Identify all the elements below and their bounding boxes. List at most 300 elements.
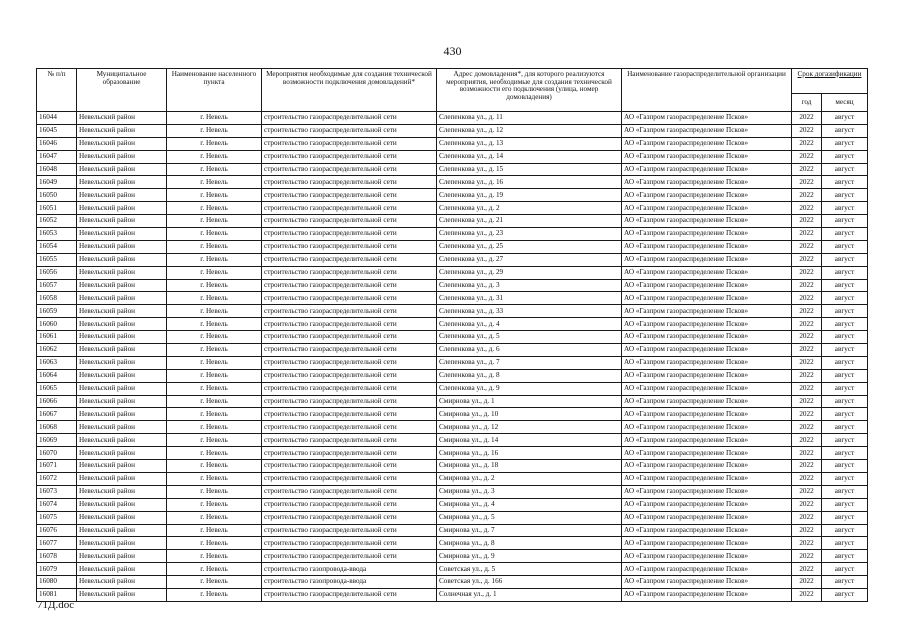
header-month: месяц	[822, 94, 868, 112]
cell-settlement: г. Невель	[167, 137, 262, 150]
table-row	[37, 279, 868, 292]
cell-month: август	[822, 395, 868, 408]
cell-measures: строительство газораспределительной сети	[262, 137, 437, 150]
cell-month: август	[822, 537, 868, 550]
cell-municipality: Невельский район	[77, 369, 167, 382]
cell-settlement: г. Невель	[167, 176, 262, 189]
cell-measures: строительство газораспределительной сети	[262, 511, 437, 524]
cell-municipality: Невельский район	[77, 279, 167, 292]
cell-organization: АО «Газпром газораспределение Псков»	[622, 485, 792, 498]
cell-address: Смирнова ул., д. 7	[437, 524, 622, 537]
cell-settlement: г. Невель	[167, 228, 262, 241]
cell-year: 2022	[792, 563, 822, 576]
cell-year: 2022	[792, 576, 822, 589]
cell-number: 16074	[37, 498, 77, 511]
cell-settlement: г. Невель	[167, 460, 262, 473]
cell-municipality: Невельский район	[77, 537, 167, 550]
cell-settlement: г. Невель	[167, 279, 262, 292]
cell-municipality: Невельский район	[77, 292, 167, 305]
cell-measures: строительство газораспределительной сети	[262, 537, 437, 550]
cell-address: Смирнова ул., д. 1	[437, 395, 622, 408]
cell-municipality: Невельский район	[77, 215, 167, 228]
header-deadline-label: Срок догазификации	[797, 70, 862, 78]
cell-measures: строительство газораспределительной сети	[262, 434, 437, 447]
cell-number: 16052	[37, 215, 77, 228]
cell-municipality: Невельский район	[77, 202, 167, 215]
table-row	[37, 588, 868, 601]
cell-municipality: Невельский район	[77, 266, 167, 279]
cell-number: 16053	[37, 228, 77, 241]
table-row	[37, 511, 868, 524]
cell-number: 16072	[37, 472, 77, 485]
cell-organization: АО «Газпром газораспределение Псков»	[622, 318, 792, 331]
table-row	[37, 331, 868, 344]
cell-month: август	[822, 485, 868, 498]
cell-municipality: Невельский район	[77, 240, 167, 253]
cell-year: 2022	[792, 318, 822, 331]
cell-month: август	[822, 292, 868, 305]
cell-month: август	[822, 447, 868, 460]
cell-settlement: г. Невель	[167, 331, 262, 344]
cell-number: 16047	[37, 150, 77, 163]
cell-organization: АО «Газпром газораспределение Псков»	[622, 215, 792, 228]
cell-municipality: Невельский район	[77, 576, 167, 589]
cell-measures: строительство газораспределительной сети	[262, 331, 437, 344]
table-row	[37, 292, 868, 305]
cell-municipality: Невельский район	[77, 318, 167, 331]
cell-settlement: г. Невель	[167, 202, 262, 215]
cell-year: 2022	[792, 189, 822, 202]
cell-address: Смирнова ул., д. 12	[437, 421, 622, 434]
cell-settlement: г. Невель	[167, 408, 262, 421]
cell-month: август	[822, 305, 868, 318]
cell-address: Слепенкова ул., д. 33	[437, 305, 622, 318]
cell-address: Советская ул., д. 5	[437, 563, 622, 576]
cell-number: 16049	[37, 176, 77, 189]
cell-year: 2022	[792, 550, 822, 563]
cell-municipality: Невельский район	[77, 228, 167, 241]
cell-organization: АО «Газпром газораспределение Псков»	[622, 176, 792, 189]
cell-organization: АО «Газпром газораспределение Псков»	[622, 240, 792, 253]
table-row	[37, 369, 868, 382]
cell-municipality: Невельский район	[77, 112, 167, 125]
header-municipality: Муниципальное образование	[77, 69, 167, 112]
cell-address: Смирнова ул., д. 4	[437, 498, 622, 511]
cell-address: Смирнова ул., д. 18	[437, 460, 622, 473]
cell-organization: АО «Газпром газораспределение Псков»	[622, 421, 792, 434]
cell-month: август	[822, 279, 868, 292]
table-row	[37, 563, 868, 576]
cell-number: 16058	[37, 292, 77, 305]
cell-month: август	[822, 176, 868, 189]
table-row	[37, 228, 868, 241]
cell-municipality: Невельский район	[77, 498, 167, 511]
cell-settlement: г. Невель	[167, 472, 262, 485]
table-row	[37, 124, 868, 137]
cell-month: август	[822, 150, 868, 163]
cell-organization: АО «Газпром газораспределение Псков»	[622, 344, 792, 357]
cell-settlement: г. Невель	[167, 356, 262, 369]
cell-settlement: г. Невель	[167, 150, 262, 163]
cell-measures: строительство газораспределительной сети	[262, 163, 437, 176]
table-row	[37, 472, 868, 485]
cell-month: август	[822, 331, 868, 344]
cell-address: Слепенкова ул., д. 4	[437, 318, 622, 331]
cell-number: 16055	[37, 253, 77, 266]
cell-year: 2022	[792, 485, 822, 498]
cell-month: август	[822, 124, 868, 137]
cell-measures: строительство газораспределительной сети	[262, 215, 437, 228]
cell-year: 2022	[792, 305, 822, 318]
cell-municipality: Невельский район	[77, 421, 167, 434]
cell-measures: строительство газораспределительной сети	[262, 447, 437, 460]
cell-year: 2022	[792, 163, 822, 176]
table-row	[37, 150, 868, 163]
table-body	[37, 112, 868, 602]
cell-month: август	[822, 202, 868, 215]
cell-month: август	[822, 318, 868, 331]
cell-measures: строительство газораспределительной сети	[262, 382, 437, 395]
cell-measures: строительство газораспределительной сети	[262, 485, 437, 498]
cell-municipality: Невельский район	[77, 150, 167, 163]
cell-year: 2022	[792, 331, 822, 344]
cell-number: 16045	[37, 124, 77, 137]
cell-address: Слепенкова ул., д. 12	[437, 124, 622, 137]
cell-municipality: Невельский район	[77, 305, 167, 318]
cell-measures: строительство газораспределительной сети	[262, 292, 437, 305]
cell-municipality: Невельский район	[77, 395, 167, 408]
table-row	[37, 421, 868, 434]
cell-month: август	[822, 588, 868, 601]
cell-month: август	[822, 266, 868, 279]
cell-organization: АО «Газпром газораспределение Псков»	[622, 408, 792, 421]
cell-year: 2022	[792, 215, 822, 228]
cell-number: 16081	[37, 588, 77, 601]
cell-organization: АО «Газпром газораспределение Псков»	[622, 576, 792, 589]
cell-month: август	[822, 472, 868, 485]
cell-address: Слепенкова ул., д. 15	[437, 163, 622, 176]
cell-municipality: Невельский район	[77, 163, 167, 176]
cell-year: 2022	[792, 344, 822, 357]
cell-address: Слепенкова ул., д. 27	[437, 253, 622, 266]
table-row	[37, 485, 868, 498]
cell-municipality: Невельский район	[77, 176, 167, 189]
cell-number: 16066	[37, 395, 77, 408]
table-row	[37, 434, 868, 447]
cell-year: 2022	[792, 292, 822, 305]
table-row	[37, 215, 868, 228]
table-row	[37, 460, 868, 473]
cell-year: 2022	[792, 253, 822, 266]
cell-address: Смирнова ул., д. 9	[437, 550, 622, 563]
cell-measures: строительство газораспределительной сети	[262, 524, 437, 537]
cell-address: Слепенкова ул., д. 21	[437, 215, 622, 228]
cell-municipality: Невельский район	[77, 460, 167, 473]
cell-measures: строительство газораспределительной сети	[262, 408, 437, 421]
cell-measures: строительство газораспределительной сети	[262, 240, 437, 253]
cell-month: август	[822, 460, 868, 473]
cell-municipality: Невельский район	[77, 563, 167, 576]
table-row	[37, 266, 868, 279]
cell-organization: АО «Газпром газораспределение Псков»	[622, 460, 792, 473]
cell-organization: АО «Газпром газораспределение Псков»	[622, 356, 792, 369]
cell-address: Смирнова ул., д. 16	[437, 447, 622, 460]
cell-municipality: Невельский район	[77, 447, 167, 460]
cell-address: Слепенкова ул., д. 13	[437, 137, 622, 150]
table-row	[37, 318, 868, 331]
cell-year: 2022	[792, 472, 822, 485]
cell-month: август	[822, 563, 868, 576]
cell-measures: строительство газораспределительной сети	[262, 305, 437, 318]
cell-organization: АО «Газпром газораспределение Псков»	[622, 124, 792, 137]
cell-month: август	[822, 228, 868, 241]
cell-organization: АО «Газпром газораспределение Псков»	[622, 537, 792, 550]
cell-address: Слепенкова ул., д. 14	[437, 150, 622, 163]
cell-address: Слепенкова ул., д. 23	[437, 228, 622, 241]
cell-number: 16065	[37, 382, 77, 395]
cell-municipality: Невельский район	[77, 472, 167, 485]
table-row	[37, 550, 868, 563]
cell-number: 16077	[37, 537, 77, 550]
cell-year: 2022	[792, 279, 822, 292]
cell-address: Смирнова ул., д. 3	[437, 485, 622, 498]
table-row	[37, 344, 868, 357]
cell-number: 16057	[37, 279, 77, 292]
table-row	[37, 498, 868, 511]
cell-measures: строительство газораспределительной сети	[262, 150, 437, 163]
cell-settlement: г. Невель	[167, 498, 262, 511]
table-row	[37, 524, 868, 537]
cell-year: 2022	[792, 447, 822, 460]
cell-settlement: г. Невель	[167, 240, 262, 253]
cell-organization: АО «Газпром газораспределение Псков»	[622, 498, 792, 511]
cell-measures: строительство газораспределительной сети	[262, 472, 437, 485]
cell-number: 16048	[37, 163, 77, 176]
cell-settlement: г. Невель	[167, 124, 262, 137]
cell-address: Слепенкова ул., д. 19	[437, 189, 622, 202]
cell-settlement: г. Невель	[167, 369, 262, 382]
cell-year: 2022	[792, 240, 822, 253]
cell-year: 2022	[792, 498, 822, 511]
cell-municipality: Невельский район	[77, 137, 167, 150]
cell-measures: строительство газораспределительной сети	[262, 176, 437, 189]
cell-address: Слепенкова ул., д. 5	[437, 331, 622, 344]
cell-year: 2022	[792, 202, 822, 215]
cell-address: Слепенкова ул., д. 31	[437, 292, 622, 305]
cell-year: 2022	[792, 369, 822, 382]
cell-number: 16075	[37, 511, 77, 524]
cell-measures: строительство газораспределительной сети	[262, 112, 437, 125]
cell-settlement: г. Невель	[167, 434, 262, 447]
cell-settlement: г. Невель	[167, 189, 262, 202]
cell-municipality: Невельский район	[77, 408, 167, 421]
cell-settlement: г. Невель	[167, 395, 262, 408]
page-number: 430	[443, 44, 462, 58]
cell-measures: строительство газопровода-ввода	[262, 563, 437, 576]
cell-address: Слепенкова ул., д. 25	[437, 240, 622, 253]
cell-measures: строительство газораспределительной сети	[262, 588, 437, 601]
cell-address: Слепенкова ул., д. 11	[437, 112, 622, 125]
cell-measures: строительство газораспределительной сети	[262, 421, 437, 434]
gasification-table	[36, 68, 868, 602]
cell-month: август	[822, 137, 868, 150]
cell-number: 16046	[37, 137, 77, 150]
cell-settlement: г. Невель	[167, 511, 262, 524]
cell-month: август	[822, 498, 868, 511]
cell-organization: АО «Газпром газораспределение Псков»	[622, 137, 792, 150]
cell-address: Слепенкова ул., д. 6	[437, 344, 622, 357]
cell-address: Смирнова ул., д. 14	[437, 434, 622, 447]
table-row	[37, 382, 868, 395]
cell-year: 2022	[792, 137, 822, 150]
cell-address: Слепенкова ул., д. 9	[437, 382, 622, 395]
cell-municipality: Невельский район	[77, 550, 167, 563]
cell-organization: АО «Газпром газораспределение Псков»	[622, 472, 792, 485]
cell-number: 16056	[37, 266, 77, 279]
cell-settlement: г. Невель	[167, 266, 262, 279]
cell-address: Слепенкова ул., д. 2	[437, 202, 622, 215]
cell-settlement: г. Невель	[167, 485, 262, 498]
cell-settlement: г. Невель	[167, 318, 262, 331]
table-row	[37, 576, 868, 589]
header-year: год	[792, 94, 822, 112]
cell-year: 2022	[792, 228, 822, 241]
footer-file-name: 71Д.doc	[37, 599, 75, 611]
cell-organization: АО «Газпром газораспределение Псков»	[622, 524, 792, 537]
cell-organization: АО «Газпром газораспределение Псков»	[622, 150, 792, 163]
cell-organization: АО «Газпром газораспределение Псков»	[622, 202, 792, 215]
header-settlement: Наименование населенного пункта	[167, 69, 262, 112]
table-row	[37, 189, 868, 202]
cell-municipality: Невельский район	[77, 511, 167, 524]
cell-month: август	[822, 511, 868, 524]
cell-month: август	[822, 434, 868, 447]
cell-number: 16079	[37, 563, 77, 576]
cell-measures: строительство газораспределительной сети	[262, 550, 437, 563]
cell-address: Солнечная ул., д. 1	[437, 588, 622, 601]
cell-measures: строительство газораспределительной сети	[262, 395, 437, 408]
cell-measures: строительство газораспределительной сети	[262, 356, 437, 369]
cell-number: 16078	[37, 550, 77, 563]
header-deadline	[792, 69, 868, 94]
cell-organization: АО «Газпром газораспределение Псков»	[622, 563, 792, 576]
table-row	[37, 176, 868, 189]
cell-organization: АО «Газпром газораспределение Псков»	[622, 266, 792, 279]
cell-municipality: Невельский район	[77, 485, 167, 498]
cell-year: 2022	[792, 112, 822, 125]
cell-organization: АО «Газпром газораспределение Псков»	[622, 588, 792, 601]
cell-year: 2022	[792, 421, 822, 434]
cell-organization: АО «Газпром газораспределение Псков»	[622, 511, 792, 524]
cell-settlement: г. Невель	[167, 421, 262, 434]
cell-month: август	[822, 189, 868, 202]
cell-municipality: Невельский район	[77, 189, 167, 202]
cell-number: 16071	[37, 460, 77, 473]
table-row	[37, 163, 868, 176]
cell-organization: АО «Газпром газораспределение Псков»	[622, 331, 792, 344]
cell-number: 16068	[37, 421, 77, 434]
cell-year: 2022	[792, 460, 822, 473]
cell-number: 16050	[37, 189, 77, 202]
cell-organization: АО «Газпром газораспределение Псков»	[622, 112, 792, 125]
cell-municipality: Невельский район	[77, 124, 167, 137]
cell-number: 16067	[37, 408, 77, 421]
cell-settlement: г. Невель	[167, 524, 262, 537]
cell-organization: АО «Газпром газораспределение Псков»	[622, 369, 792, 382]
cell-address: Смирнова ул., д. 2	[437, 472, 622, 485]
cell-number: 16060	[37, 318, 77, 331]
cell-number: 16062	[37, 344, 77, 357]
cell-measures: строительство газораспределительной сети	[262, 318, 437, 331]
cell-year: 2022	[792, 382, 822, 395]
cell-municipality: Невельский район	[77, 344, 167, 357]
table-row	[37, 447, 868, 460]
cell-settlement: г. Невель	[167, 447, 262, 460]
cell-year: 2022	[792, 395, 822, 408]
cell-organization: АО «Газпром газораспределение Псков»	[622, 292, 792, 305]
cell-number: 16069	[37, 434, 77, 447]
cell-settlement: г. Невель	[167, 112, 262, 125]
cell-month: август	[822, 369, 868, 382]
cell-settlement: г. Невель	[167, 382, 262, 395]
cell-number: 16051	[37, 202, 77, 215]
cell-year: 2022	[792, 124, 822, 137]
cell-municipality: Невельский район	[77, 331, 167, 344]
cell-number: 16054	[37, 240, 77, 253]
table-row	[37, 137, 868, 150]
cell-measures: строительство газораспределительной сети	[262, 498, 437, 511]
cell-settlement: г. Невель	[167, 550, 262, 563]
cell-measures: строительство газораспределительной сети	[262, 460, 437, 473]
cell-municipality: Невельский район	[77, 434, 167, 447]
cell-month: август	[822, 112, 868, 125]
cell-month: август	[822, 576, 868, 589]
cell-month: август	[822, 163, 868, 176]
cell-municipality: Невельский район	[77, 382, 167, 395]
header-num: № п/п	[37, 69, 77, 112]
cell-measures: строительство газораспределительной сети	[262, 253, 437, 266]
cell-measures: строительство газораспределительной сети	[262, 266, 437, 279]
cell-address: Слепенкова ул., д. 16	[437, 176, 622, 189]
cell-address: Слепенкова ул., д. 3	[437, 279, 622, 292]
cell-month: август	[822, 421, 868, 434]
cell-month: август	[822, 344, 868, 357]
table-row	[37, 202, 868, 215]
cell-municipality: Невельский район	[77, 524, 167, 537]
cell-year: 2022	[792, 511, 822, 524]
cell-municipality: Невельский район	[77, 253, 167, 266]
table-row	[37, 356, 868, 369]
cell-month: август	[822, 240, 868, 253]
cell-year: 2022	[792, 524, 822, 537]
cell-organization: АО «Газпром газораспределение Псков»	[622, 434, 792, 447]
table-row	[37, 253, 868, 266]
cell-month: август	[822, 382, 868, 395]
cell-organization: АО «Газпром газораспределение Псков»	[622, 382, 792, 395]
cell-month: август	[822, 215, 868, 228]
cell-address: Смирнова ул., д. 10	[437, 408, 622, 421]
table-row	[37, 305, 868, 318]
cell-measures: строительство газораспределительной сети	[262, 189, 437, 202]
cell-year: 2022	[792, 356, 822, 369]
header-address: Адрес домовладения*, для которого реализуются мероприятия, необходимые для создания технической возможности его подключения (улица, номер домовладения)	[437, 69, 622, 112]
cell-measures: строительство газораспределительной сети	[262, 124, 437, 137]
table-row	[37, 395, 868, 408]
cell-number: 16044	[37, 112, 77, 125]
cell-organization: АО «Газпром газораспределение Псков»	[622, 305, 792, 318]
cell-organization: АО «Газпром газораспределение Псков»	[622, 395, 792, 408]
table-header	[37, 69, 868, 112]
